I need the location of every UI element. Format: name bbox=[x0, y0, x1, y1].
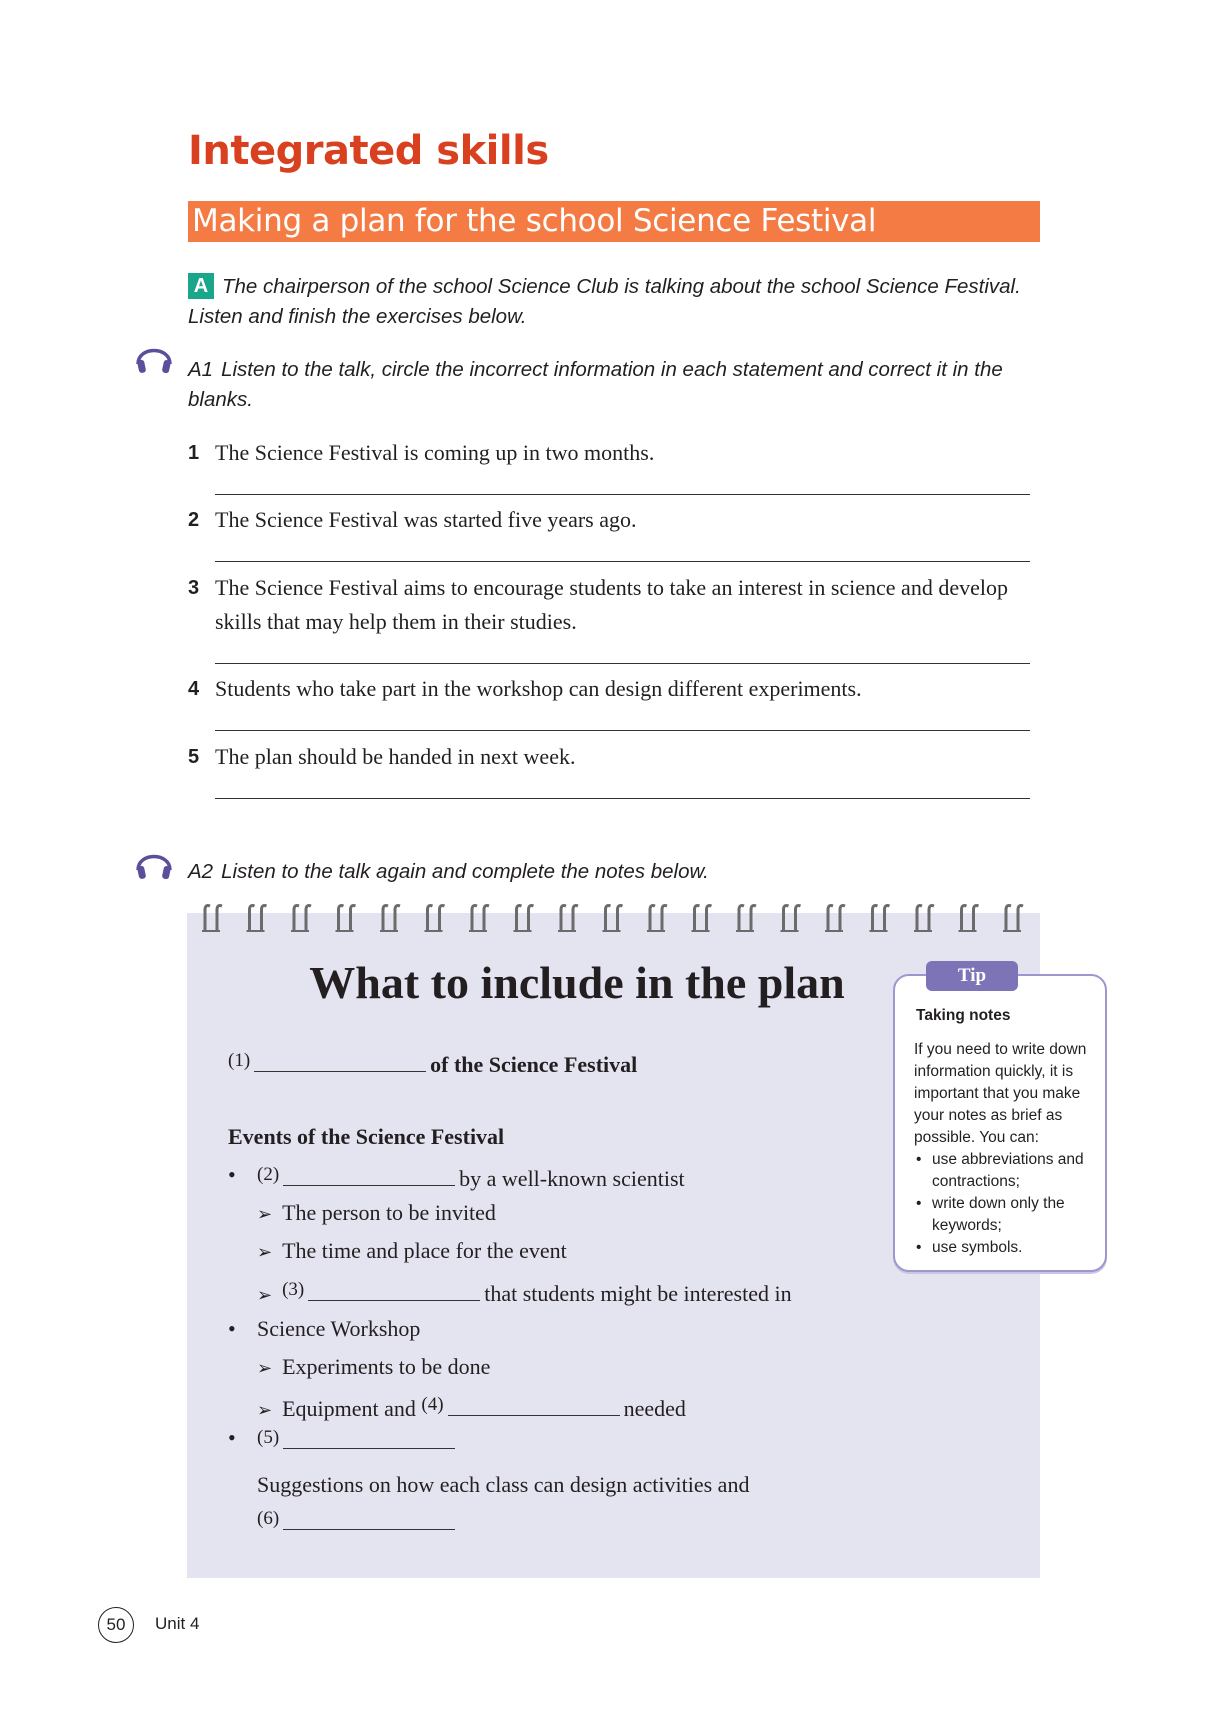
sub-item-equipment bbox=[257, 1390, 877, 1425]
notes-line-6 bbox=[257, 1504, 459, 1538]
blank-number: (2) bbox=[257, 1164, 280, 1185]
bullet-talk bbox=[228, 1160, 868, 1194]
task-a1-instruction: Listen to the talk, circle the incorrect information in each statement and correct it in the blanks. bbox=[188, 358, 1003, 411]
unit-label: Unit 4 bbox=[155, 1614, 200, 1633]
statement-3 bbox=[188, 571, 1048, 639]
statement-number: 2 bbox=[188, 509, 200, 531]
bullet-dot: • bbox=[228, 1425, 236, 1450]
arrow-icon: ➢ bbox=[257, 1285, 273, 1305]
task-a1 bbox=[188, 355, 1048, 415]
tip-paragraph: If you need to write down information quickly, it is important that you make your notes as brief as possible. You can: bbox=[914, 1041, 1087, 1146]
notebook-ring bbox=[959, 906, 979, 932]
tip-list-item: • write down only the keywords; bbox=[932, 1193, 1104, 1237]
answer-line-2[interactable] bbox=[215, 561, 1030, 562]
notebook-ring bbox=[202, 906, 222, 932]
blank-number: (3) bbox=[282, 1279, 305, 1300]
tip-heading: Taking notes bbox=[916, 1007, 1011, 1024]
headphones-icon bbox=[133, 336, 175, 378]
section-a-intro bbox=[188, 272, 1048, 332]
bullet-workshop bbox=[228, 1314, 420, 1344]
answer-line-3[interactable] bbox=[215, 663, 1030, 664]
tip-text bbox=[914, 1039, 1104, 1259]
statement-number: 1 bbox=[188, 442, 200, 464]
blank-1[interactable] bbox=[254, 1053, 426, 1072]
bullet-blank-5 bbox=[228, 1423, 459, 1457]
notebook-ring bbox=[736, 906, 756, 932]
blank-4[interactable] bbox=[448, 1397, 620, 1416]
tip-list-item: • use symbols. bbox=[932, 1237, 1104, 1259]
page-title: Integrated skills bbox=[188, 128, 549, 174]
notebook-ring bbox=[603, 906, 623, 932]
notebook-ring bbox=[647, 906, 667, 932]
notebook-ring bbox=[825, 906, 845, 932]
sub-item-text: Experiments to be done bbox=[282, 1354, 491, 1379]
statement-text: Students who take part in the workshop can design different experiments. bbox=[215, 676, 862, 701]
notebook-ring bbox=[336, 906, 356, 932]
sub-item-text: Equipment and bbox=[282, 1396, 416, 1421]
statement-text: The Science Festival aims to encourage students to take an interest in science and develop skills that may help them in their studies. bbox=[215, 575, 1008, 634]
notebook-ring bbox=[380, 906, 400, 932]
answer-line-1[interactable] bbox=[215, 494, 1030, 495]
sub-item-person bbox=[257, 1198, 496, 1229]
statement-number: 4 bbox=[188, 678, 200, 700]
sub-item-time-place bbox=[257, 1236, 567, 1267]
bullet-dot: • bbox=[228, 1316, 236, 1341]
notebook-ring bbox=[870, 906, 890, 932]
notebook-ring bbox=[1003, 906, 1023, 932]
blank-2[interactable] bbox=[283, 1167, 455, 1186]
notebook-ring bbox=[558, 906, 578, 932]
notebook-rings bbox=[187, 900, 1040, 936]
suggestion-text: Suggestions on how each class can design activities and bbox=[257, 1472, 750, 1497]
blank-3[interactable] bbox=[308, 1282, 480, 1301]
tip-list-item: • use abbreviations and contractions; bbox=[932, 1149, 1104, 1193]
blank-number: (4) bbox=[421, 1394, 444, 1415]
bullet-talk-text: by a well-known scientist bbox=[459, 1166, 685, 1191]
notes-line-1 bbox=[228, 1046, 637, 1080]
notes-title: What to include in the plan bbox=[309, 957, 845, 1008]
notebook-ring bbox=[514, 906, 534, 932]
sub-item-text: The person to be invited bbox=[282, 1200, 496, 1225]
arrow-icon: ➢ bbox=[257, 1204, 273, 1224]
blank-number: (1) bbox=[228, 1050, 251, 1071]
statement-1 bbox=[188, 436, 1048, 470]
statement-text: The Science Festival is coming up in two months. bbox=[215, 440, 655, 465]
notes-line-1-text: of the Science Festival bbox=[430, 1052, 638, 1077]
answer-line-4[interactable] bbox=[215, 730, 1030, 731]
tip-list bbox=[914, 1149, 1104, 1259]
statement-4 bbox=[188, 672, 1048, 706]
section-a-instruction: The chairperson of the school Science Club is talking about the school Science Festival. Listen and finish the exercises below. bbox=[188, 275, 1021, 328]
statement-text: The plan should be handed in next week. bbox=[215, 744, 576, 769]
subtitle: Making a plan for the school Science Festival bbox=[192, 203, 877, 239]
answer-line-5[interactable] bbox=[215, 798, 1030, 799]
arrow-icon: ➢ bbox=[257, 1400, 273, 1420]
arrow-icon: ➢ bbox=[257, 1358, 273, 1378]
tip-tab: Tip bbox=[926, 961, 1018, 991]
blank-6[interactable] bbox=[283, 1511, 455, 1530]
headphones-icon bbox=[133, 842, 175, 884]
events-heading: Events of the Science Festival bbox=[228, 1124, 505, 1149]
statement-number: 5 bbox=[188, 746, 200, 768]
task-a2-instruction: Listen to the talk again and complete the notes below. bbox=[221, 860, 709, 883]
statement-5 bbox=[188, 740, 1048, 774]
statement-text: The Science Festival was started five years ago. bbox=[215, 507, 637, 532]
task-a2-label: A2 bbox=[188, 860, 214, 883]
task-a1-label: A1 bbox=[188, 358, 214, 381]
statement-number: 3 bbox=[188, 577, 200, 599]
arrow-icon: ➢ bbox=[257, 1242, 273, 1262]
statement-2 bbox=[188, 503, 1048, 537]
bullet-dot: • bbox=[228, 1162, 236, 1187]
sub-item-text: The time and place for the event bbox=[282, 1238, 567, 1263]
blank-number: (5) bbox=[257, 1427, 280, 1448]
section-badge: A bbox=[188, 273, 214, 299]
notebook-ring bbox=[425, 906, 445, 932]
notebook-ring bbox=[469, 906, 489, 932]
subtitle-bar bbox=[188, 201, 1040, 242]
bullet-workshop-text: Science Workshop bbox=[257, 1316, 421, 1341]
sub-item-topics bbox=[257, 1275, 897, 1310]
sub-item-text-end: needed bbox=[623, 1396, 686, 1421]
notebook-ring bbox=[291, 906, 311, 932]
sub-item-text: that students might be interested in bbox=[484, 1281, 792, 1306]
blank-5[interactable] bbox=[283, 1430, 455, 1449]
page-number: 50 bbox=[98, 1607, 134, 1643]
notebook-ring bbox=[781, 906, 801, 932]
notebook-ring bbox=[914, 906, 934, 932]
blank-number: (6) bbox=[257, 1508, 280, 1529]
task-a2 bbox=[188, 857, 1048, 887]
notebook-ring bbox=[692, 906, 712, 932]
sub-item-experiments bbox=[257, 1352, 490, 1383]
notebook-ring bbox=[247, 906, 267, 932]
